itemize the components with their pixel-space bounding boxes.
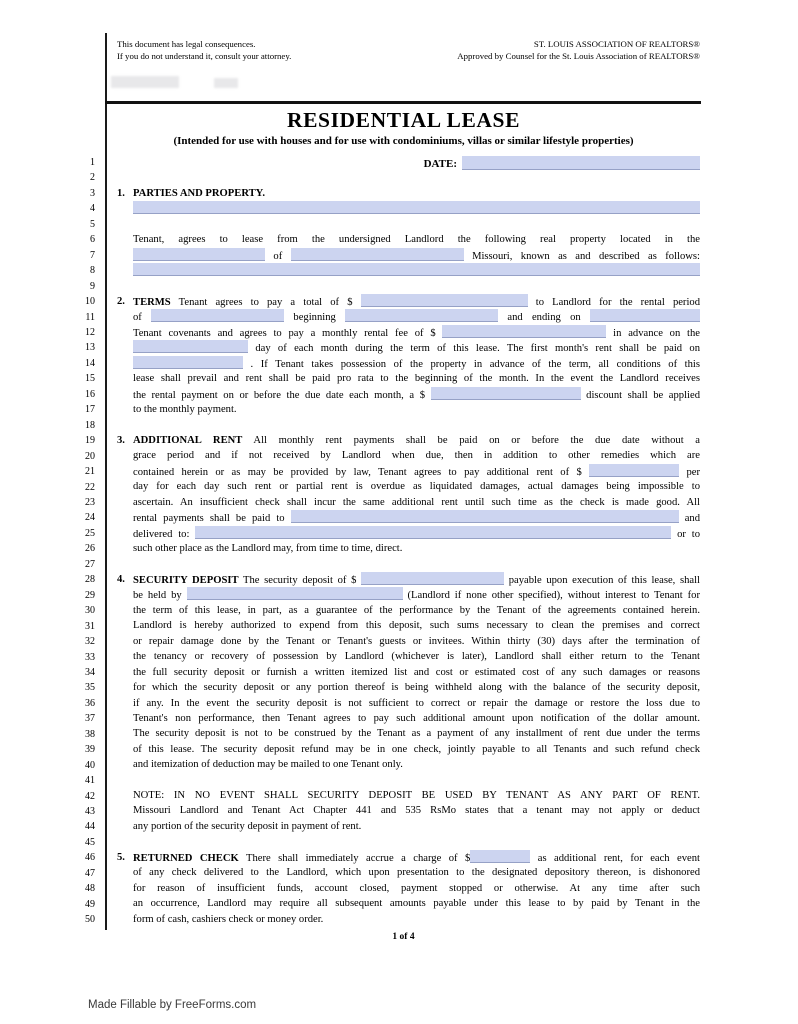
line-number: 44 — [85, 821, 95, 833]
form-line — [133, 572, 700, 587]
section-number: 1. — [117, 188, 125, 199]
line-number: 38 — [85, 728, 95, 740]
line-number: 12 — [85, 326, 95, 338]
fillable-field[interactable] — [133, 340, 248, 353]
document-title: RESIDENTIAL LEASE — [286, 108, 521, 132]
line-number: 46 — [85, 852, 95, 864]
section-returned-check — [117, 850, 700, 927]
line-number: 37 — [85, 713, 95, 725]
section-terms — [117, 294, 700, 418]
section-security-deposit — [117, 572, 700, 773]
form-line — [133, 803, 700, 818]
text-segment: day of each month during the term of this lease. The first month's rent shall be paid on — [248, 343, 700, 355]
text-segment: and — [678, 513, 700, 525]
line-number: 16 — [85, 388, 95, 400]
fillable-field[interactable] — [361, 294, 528, 307]
fillable-field[interactable] — [361, 572, 504, 585]
text-segment: PARTIES AND PROPERTY. — [133, 188, 265, 199]
fillable-field[interactable] — [187, 587, 403, 600]
text-segment: SECURITY DEPOSIT — [133, 575, 239, 586]
line-number: 22 — [85, 481, 95, 493]
line-number: 13 — [85, 342, 95, 354]
text-segment: contained herein or as may be provided by law, Tenant agrees to pay additional rent of $ — [133, 466, 590, 478]
form-line — [133, 325, 700, 340]
fillable-field[interactable] — [442, 325, 606, 338]
fillable-field[interactable] — [590, 309, 700, 322]
form-line — [133, 649, 700, 664]
form-line — [133, 634, 700, 649]
form-line — [133, 433, 700, 448]
text-segment: There shall immediately accrue a charge of $ — [238, 853, 471, 864]
text-segment: and itemization of deduction may be mailed to one Tenant only. — [133, 759, 403, 771]
form-line — [133, 726, 700, 741]
fillable-field[interactable] — [195, 526, 671, 539]
form-line — [133, 309, 700, 324]
text-segment: RETURNED CHECK — [133, 853, 239, 864]
line-number: 42 — [85, 790, 95, 802]
text-segment: (Landlord if none other specified), without interest to Tenant for — [402, 590, 700, 602]
fillable-field[interactable] — [291, 510, 679, 523]
line-number: 26 — [85, 543, 95, 555]
line-number: 34 — [85, 666, 95, 678]
line-number: 18 — [85, 419, 95, 431]
form-line — [133, 587, 700, 602]
line-number: 21 — [85, 466, 95, 478]
fillable-field[interactable] — [589, 464, 679, 477]
line-number: 25 — [85, 527, 95, 539]
line-number: 6 — [90, 234, 95, 246]
line-number: 35 — [85, 682, 95, 694]
line-number: 43 — [85, 806, 95, 818]
form-line — [133, 387, 700, 402]
line-number: 11 — [85, 311, 95, 323]
fillable-field[interactable] — [133, 248, 265, 261]
form-line — [133, 402, 700, 417]
form-line — [133, 263, 700, 278]
text-segment: the tenancy or recovery of possession by Landlord (whichever is later), Landlord shall either return to the Tenant — [133, 651, 700, 663]
section-parties-and-property — [117, 186, 700, 279]
form-line — [133, 201, 700, 216]
line-number: 4 — [90, 203, 95, 215]
text-segment: an occurrence, Landlord may require all subsequent amounts payable under this lease to by paid by Tenant in the — [133, 898, 700, 910]
line-number: 9 — [90, 280, 95, 292]
form-line — [133, 912, 700, 927]
line-number: 48 — [85, 883, 95, 895]
fillable-field[interactable] — [470, 850, 530, 863]
line-number: 3 — [90, 187, 95, 199]
text-segment: per — [679, 466, 700, 478]
line-number: 5 — [90, 218, 95, 230]
text-segment: the full security deposit or furnish a written itemized list and cost or estimated cost of any such damages or reasons — [133, 666, 700, 678]
text-segment: in advance on the — [606, 327, 700, 339]
line-number: 8 — [90, 265, 95, 277]
text-segment: The security deposit of $ — [238, 575, 362, 586]
text-segment: to Landlord for the rental period — [527, 297, 701, 308]
line-number: 47 — [85, 867, 95, 879]
line-number: 7 — [90, 249, 95, 261]
form-line — [133, 526, 700, 541]
association-approval: Approved by Counsel for the St. Louis Association of REALTORS® — [457, 50, 700, 61]
text-segment: for which the security deposit or any portion thereof is being withheld along with the balance of the security deposit, — [133, 682, 700, 694]
line-number: 49 — [85, 898, 95, 910]
text-segment: of — [265, 250, 291, 262]
line-number: 32 — [85, 636, 95, 648]
text-segment: . If Tenant takes possession of the property in advance of the term, all conditions of this — [243, 358, 700, 370]
form-line — [133, 186, 700, 201]
form-line — [133, 294, 700, 309]
line-number: 10 — [85, 296, 95, 308]
text-segment: TERMS — [133, 297, 171, 308]
form-line — [133, 371, 700, 386]
form-line — [133, 680, 700, 695]
section-number: 4. — [117, 574, 125, 585]
text-segment: All monthly rent payments shall be paid on or before the due date without a — [242, 435, 700, 446]
text-segment: lease shall prevail and rent shall be paid pro rata to the beginning of the month. In the event the Landlord receives — [133, 373, 700, 385]
line-number: 15 — [85, 373, 95, 385]
text-segment: grace period and if not received by Landlord when due, then in addition to other remedies which are — [133, 450, 700, 462]
form-line — [133, 819, 700, 834]
form-line — [133, 742, 700, 757]
text-segment: if any. In the event the security deposit is not sufficient to correct or repair the damage or restore the loss due to — [133, 697, 700, 709]
fillable-field[interactable] — [431, 387, 581, 400]
text-segment: for reason of insufficient funds, account closed, payment stopped or otherwise. At any time after such — [133, 882, 700, 894]
legal-notice-line2: If you do not understand it, consult your attorney. — [117, 50, 292, 61]
form-line — [133, 495, 700, 510]
text-segment: beginning — [284, 312, 346, 324]
form-line — [133, 711, 700, 726]
text-segment: as additional rent, for each event — [530, 853, 700, 864]
date-label: DATE: — [423, 158, 457, 170]
section-number: 3. — [117, 435, 125, 446]
text-segment: of — [133, 312, 152, 324]
line-number: 23 — [85, 496, 95, 508]
association-name: ST. LOUIS ASSOCIATION OF REALTORS® — [533, 39, 700, 49]
form-line — [133, 696, 700, 711]
text-segment: ascertain. An insufficient check shall incur the same additional rent until such time as the check is made good. All — [133, 496, 700, 508]
line-number: 45 — [85, 836, 95, 848]
fillable-field[interactable] — [345, 309, 498, 322]
fillable-field[interactable] — [133, 356, 243, 369]
text-segment: Tenant agrees to pay a total of $ — [170, 297, 361, 308]
form-line — [133, 665, 700, 680]
text-segment: day for each day such rent or partial rent is overdue as liquidated damages, actual damages being impossible to — [133, 481, 700, 493]
line-number: 1 — [90, 157, 95, 168]
line-number: 28 — [85, 574, 95, 586]
text-segment: Tenant's non performance, then Tenant agrees to pay such additional amount upon notification of the dollar amount. — [133, 712, 700, 724]
section-number: 5. — [117, 852, 125, 863]
form-line — [133, 340, 700, 355]
line-number: 41 — [85, 775, 95, 787]
line-number: 20 — [85, 450, 95, 462]
line-number: 27 — [85, 558, 95, 570]
fillable-field[interactable] — [133, 201, 700, 214]
form-line — [133, 448, 700, 463]
fillable-field[interactable] — [291, 248, 464, 261]
text-segment: payable upon execution of this lease, shall — [504, 575, 700, 586]
line-number: 33 — [85, 651, 95, 663]
text-segment: NOTE: IN NO EVENT SHALL SECURITY DEPOSIT BE USED BY TENANT AS ANY PART OF RENT. — [133, 790, 700, 801]
page-number: 1 of 4 — [392, 932, 415, 942]
text-segment: delivered to: — [133, 528, 196, 540]
text-segment: form of cash, cashiers check or money order. — [133, 913, 324, 925]
text-segment: discount shall be applied — [580, 389, 700, 401]
form-line — [133, 541, 700, 556]
form-line — [133, 603, 700, 618]
note-security-deposit — [117, 788, 700, 834]
fillable-credit: Made Fillable by FreeForms.com — [88, 999, 257, 1011]
section-additional-rent — [117, 433, 700, 557]
form-line — [133, 464, 700, 479]
text-segment: Tenant, agrees to lease from the undersigned Landlord the following real property located in the — [133, 234, 700, 246]
text-segment: any portion of the security deposit in payment of rent. — [133, 820, 362, 832]
line-number: 50 — [85, 914, 95, 926]
form-line — [133, 232, 700, 247]
line-number: 36 — [85, 697, 95, 709]
text-segment: or to — [671, 528, 700, 540]
text-segment: ADDITIONAL RENT — [133, 435, 243, 446]
text-segment: rental payments shall be paid to — [133, 513, 291, 525]
form-line — [133, 510, 700, 525]
section-number: 2. — [117, 296, 125, 307]
form-line — [133, 757, 700, 772]
fillable-field[interactable] — [151, 309, 284, 322]
form-line — [133, 896, 700, 911]
text-segment: be held by — [133, 590, 187, 602]
text-segment: to the monthly payment. — [133, 404, 237, 416]
line-number: 29 — [85, 589, 95, 601]
text-segment: Tenant covenants and agrees to pay a monthly rental fee of $ — [133, 327, 443, 339]
line-number: 14 — [85, 357, 95, 369]
form-line — [133, 788, 700, 803]
line-number: 40 — [85, 759, 95, 771]
fillable-field[interactable] — [133, 263, 700, 276]
text-segment: of any check delivered to the Landlord, which upon presentation to the designated depository thereon, is dishonored — [133, 867, 700, 879]
text-segment: The security deposit is not to be construed by the Tenant as a payment of any installment of rent due under the terms — [133, 728, 700, 740]
form-line — [133, 850, 700, 865]
text-segment: and ending on — [498, 312, 590, 324]
line-number: 30 — [85, 605, 95, 617]
text-segment: the rental payment on or before the due date each month, a $ — [133, 389, 431, 401]
line-number: 2 — [90, 172, 95, 184]
text-segment: of this lease. The security deposit refund may be in one check, jointly payable to all Tenants and such refund check — [133, 743, 700, 755]
form-line — [133, 217, 700, 232]
form-line — [133, 356, 700, 371]
form-line — [133, 248, 700, 263]
text-segment: Missouri, known as and described as follows: — [463, 250, 700, 262]
text-segment: such other place as the Landlord may, from time to time, direct. — [133, 543, 403, 555]
text-segment: Missouri Landlord and Tenant Act Chapter 441 and 535 RsMo states that a tenant may not apply or deduct — [133, 805, 700, 817]
form-line — [133, 865, 700, 880]
legal-notice-line1: This document has legal consequences. — [117, 39, 256, 49]
text-segment: or repair damage done by the Tenant or Tenant's guests or invitees. Within thirty (30) days after the termination of — [133, 635, 700, 647]
line-number: 19 — [85, 435, 95, 447]
text-segment: the term of this lease, in part, as a guarantee of the performance by the Tenant of the agreements contained herein. — [133, 604, 700, 616]
document-subtitle: (Intended for use with houses and for use with condominiums, villas or similar lifestyle properties) — [173, 135, 634, 147]
line-number: 17 — [85, 404, 95, 416]
form-line — [133, 618, 700, 633]
line-number: 31 — [85, 620, 95, 632]
text-segment: Landlord is hereby authorized to expend from this deposit, such sums necessary to clean the premises and correct — [133, 620, 700, 632]
line-number: 39 — [85, 744, 95, 756]
form-line — [133, 881, 700, 896]
line-number: 24 — [85, 512, 95, 524]
form-line — [133, 479, 700, 494]
